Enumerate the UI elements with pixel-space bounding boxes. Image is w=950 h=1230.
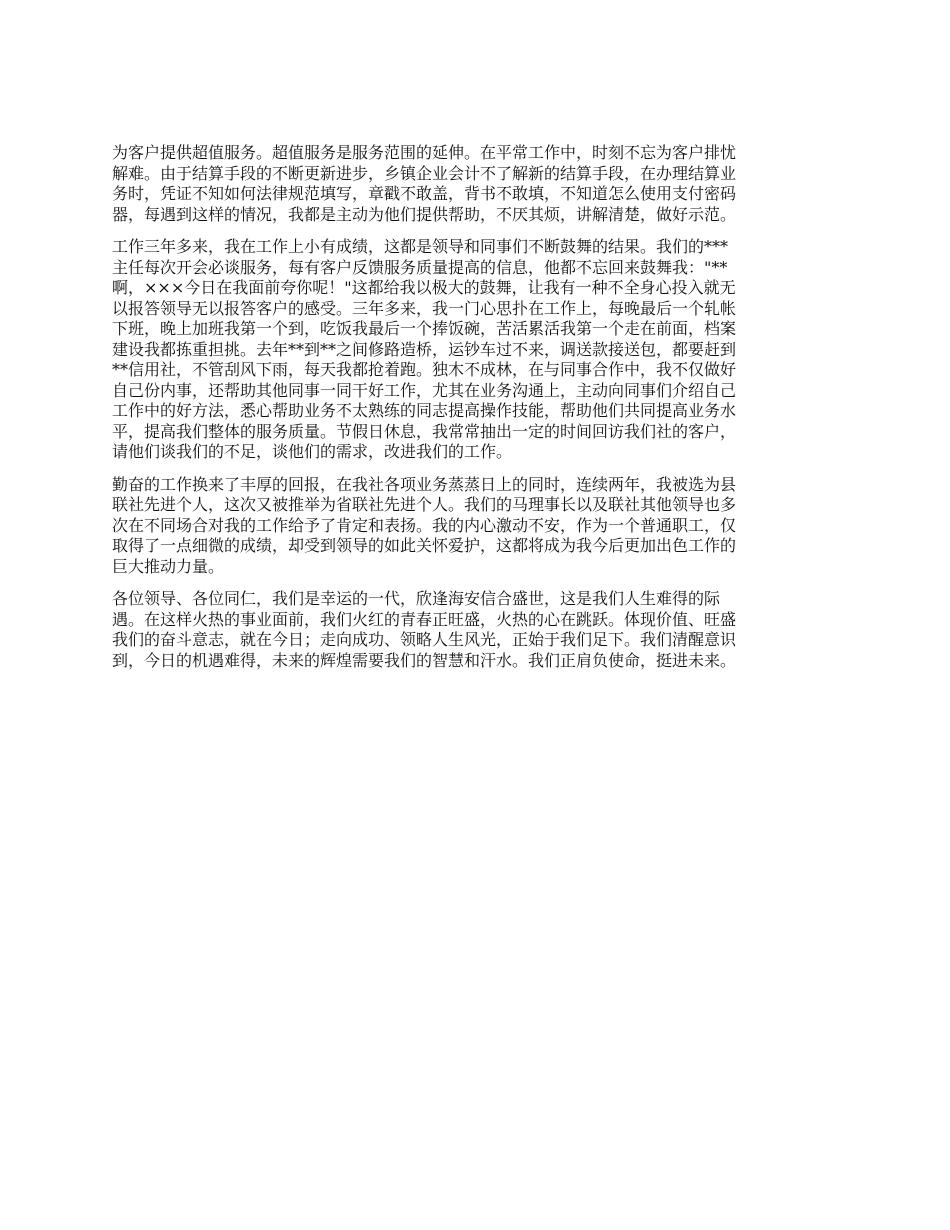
paragraph-rewards: 勤奋的工作换来了丰厚的回报，在我社各项业务蒸蒸日上的同时，连续两年，我被选为县 联社先进个人，这次又被推举为省联社先进个人。我们的马理事长以及联社其他领导也多 次在不同场合对我的工作给予了肯定和表扬。我的内心激动不安，作为一个普通职工，仅 取得了一点细微的成绩，却受到领导的如此关怀爱护，这都将成为我今后更加出色工作的 巨大推动力量。 bbox=[112, 474, 737, 576]
paragraph-closing: 各位领导、各位同仁，我们是幸运的一代，欣逢海安信合盛世，这是我们人生难得的际 遇。在这样火热的事业面前，我们火红的青春正旺盛，火热的心在跳跃。体现价值、旺盛 我们的奋斗意志，就在今日；走向成功、领略人生风光，正始于我们足下。我们清醒意识 到，今日的机遇难得，未来的辉煌需要我们的智慧和汗水。我们正肩负使命，挺进未来。 bbox=[112, 589, 737, 670]
document-page bbox=[112, 143, 840, 683]
paragraph-service: 为客户提供超值服务。超值服务是服务范围的延伸。在平常工作中，时刻不忘为客户排忧 解难。由于结算手段的不断更新进步，乡镇企业会计不了解新的结算手段，在办理结算业 务时，凭证不知如何法律规范填写，章戳不敢盖，背书不敢填，不知道怎么使用支付密码 器，每遇到这样的情况，我都是主动为他们提供帮助，不厌其烦，讲解清楚，做好示范。 bbox=[112, 143, 737, 224]
paragraph-achievements: 工作三年多来，我在工作上小有成绩，这都是领导和同事们不断鼓舞的结果。我们的*** 主任每次开会必谈服务，每有客户反馈服务质量提高的信息，他都不忘回来鼓舞我："** 啊，×××今日在我面前夸你呢！"这都给我以极大的鼓舞，让我有一种不全身心投入就无 以报答领导无以报答客户的感受。三年多来，我一门心思扑在工作上，每晚最后一个轧帐 下班，晚上加班我第一个到，吃饭我最后一个捧饭碗，苦活累活我第一个走在前面，档案 建设我都拣重担挑。去年**到**之间修路造桥，运钞车过不来，调送款接送包，都要赶到 **信用社，不管刮风下雨，每天我都抢着跑。独木不成林，在与同事合作中，我不仅做好 自己份内事，还帮助其他同事一同干好工作，尤其在业务沟通上，主动向同事们介绍自己 工作中的好方法，悉心帮助业务不太熟练的同志提高操作技能，帮助他们共同提高业务水 平，提高我们整体的服务质量。节假日休息，我常常抽出一定的时间回访我们社的客户， 请他们谈我们的不足，谈他们的需求，改进我们的工作。 bbox=[112, 237, 737, 461]
